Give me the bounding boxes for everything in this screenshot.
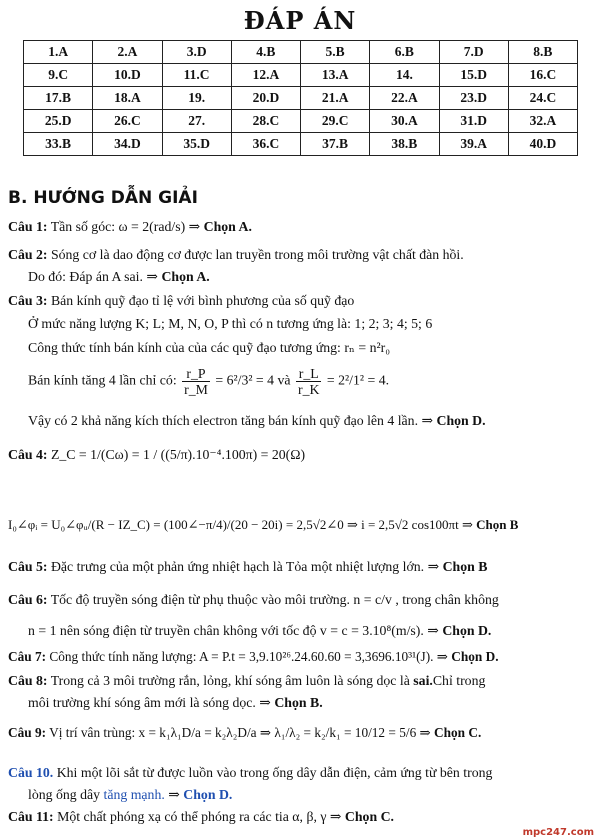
- q9: [8, 724, 594, 742]
- answer-cell: 23.D: [439, 87, 508, 110]
- q10-text: Khi một lõi sắt từ được luồn vào trong ống dây dẫn điện, cảm ứng từ bên trong: [56, 765, 493, 780]
- q6-label: Câu 6:: [8, 592, 48, 607]
- q9-text: Vị trí vân trùng: x = k₁λ₁D/a = k₂λ₂D/a ⇒ λ₁/λ₂ = k₂/k₁ = 10/12 = 5/6 ⇒: [49, 725, 431, 740]
- answer-cell: 10.D: [93, 64, 162, 87]
- q3-f2b: = 2²/1² = 4.: [326, 372, 390, 388]
- q8-text-b: Chỉ trong: [432, 673, 486, 688]
- q11: [8, 808, 594, 826]
- answer-row: [24, 41, 578, 64]
- q8-text: Trong cả 3 môi trường rắn, lỏng, khí sóng âm luôn là sóng dọc là: [50, 673, 410, 688]
- q7-label: Câu 7:: [8, 649, 47, 664]
- answer-cell: 34.D: [93, 133, 162, 156]
- q1-choice: Chọn A.: [203, 219, 252, 234]
- q10: [8, 764, 594, 782]
- answer-cell: 11.C: [162, 64, 231, 87]
- q6-line2: [28, 622, 600, 640]
- answer-cell: 4.B: [231, 41, 300, 64]
- q2-text: Sóng cơ là dao động cơ được lan truyền trong môi trường vật chất đàn hồi.: [50, 247, 464, 262]
- answer-cell: 27.: [162, 110, 231, 133]
- answer-table: [23, 40, 578, 156]
- q10-choice: Chọn D.: [183, 787, 233, 802]
- q2-label: Câu 2:: [8, 247, 48, 262]
- answer-cell: 22.A: [370, 87, 439, 110]
- q4: [8, 446, 594, 464]
- page-title: ĐÁP ÁN: [243, 6, 357, 35]
- q3-f2-den: r_K: [297, 382, 320, 397]
- answer-cell: 35.D: [162, 133, 231, 156]
- answer-cell: 20.D: [231, 87, 300, 110]
- answer-cell: 31.D: [439, 110, 508, 133]
- q3-line3: Công thức tính bán kính của của các quỹ đạo tương ứng: rₙ = n²r₀: [28, 340, 391, 355]
- answer-cell: 40.D: [508, 133, 577, 156]
- answer-cell: 14.: [370, 64, 439, 87]
- answer-cell: 5.B: [301, 41, 370, 64]
- answer-cell: 36.C: [231, 133, 300, 156]
- answer-cell: 24.C: [508, 87, 577, 110]
- q3-text: Bán kính quỹ đạo tỉ lệ với bình phương của số quỹ đạo: [50, 293, 355, 308]
- answer-cell: 37.B: [301, 133, 370, 156]
- q5-choice: Chọn B: [442, 559, 488, 574]
- q3-line5: [28, 412, 600, 430]
- q7: [8, 648, 594, 666]
- answer-row: [24, 133, 578, 156]
- answer-cell: 33.B: [24, 133, 93, 156]
- watermark: mpc247.com: [522, 827, 594, 838]
- q11-label: Câu 11:: [8, 809, 54, 824]
- answer-cell: 2.A: [93, 41, 162, 64]
- q3-label: Câu 3:: [8, 293, 48, 308]
- q3-fraction-l-k: [296, 366, 321, 397]
- q6: [8, 591, 594, 609]
- answer-cell: 3.D: [162, 41, 231, 64]
- q5-text: Đặc trưng của một phản ứng nhiệt hạch là Tỏa một nhiệt lượng lớn. ⇒: [50, 559, 440, 574]
- answer-cell: 6.B: [370, 41, 439, 64]
- q9-choice: Chọn C.: [434, 725, 482, 740]
- q8-choice: Chọn B.: [274, 695, 323, 710]
- q3-choice: Chọn D.: [436, 413, 486, 428]
- answer-cell: 19.: [162, 87, 231, 110]
- q8-label: Câu 8:: [8, 673, 48, 688]
- q3-f1b: = 6²/3² = 4 và: [215, 372, 291, 388]
- q7-text: Công thức tính năng lượng: A = P.t = 3,9.10²⁶.24.60.60 = 3,3696.10³¹(J). ⇒: [49, 649, 448, 664]
- q9-label: Câu 9:: [8, 725, 47, 740]
- answer-cell: 16.C: [508, 64, 577, 87]
- q10-text2c: ⇒: [168, 787, 180, 802]
- q3-text4a: Bán kính tăng 4 lần chỉ có:: [28, 372, 177, 388]
- q4-i: I₀∠φᵢ = U₀∠φᵤ/(R − IZ_C) = (100∠−π/4)/(20 − 20i) = 2,5√2∠0 ⇒ i = 2,5√2 cos100πt ⇒: [8, 517, 473, 532]
- answer-cell: 29.C: [301, 110, 370, 133]
- q10-text2a: lòng ống dây: [28, 787, 101, 802]
- q10-text2b: tăng mạnh.: [103, 787, 165, 802]
- q11-text: Một chất phóng xạ có thể phóng ra các tia α, β, γ ⇒: [57, 809, 342, 824]
- q3-f1-den: r_M: [184, 382, 208, 397]
- answer-cell: 26.C: [93, 110, 162, 133]
- q3-text5: Vậy có 2 khả năng kích thích electron tăng bán kính quỹ đạo lên 4 lần. ⇒: [28, 413, 434, 428]
- q7-choice: Chọn D.: [451, 649, 499, 664]
- q3-line2: Ở mức năng lượng K; L; M, N, O, P thì có n tương ứng là: 1; 2; 3; 4; 5; 6: [28, 316, 433, 331]
- q1-text: Tần số góc: ω = 2(rad/s) ⇒: [50, 219, 201, 234]
- answer-cell: 32.A: [508, 110, 577, 133]
- q8-text2: môi trường khí sóng âm mới là sóng dọc. ⇒: [28, 695, 271, 710]
- answer-cell: 7.D: [439, 41, 508, 64]
- answer-cell: 15.D: [439, 64, 508, 87]
- q3-f1-num: r_P: [182, 366, 210, 382]
- q3-line4: [28, 366, 600, 397]
- answer-cell: 13.A: [301, 64, 370, 87]
- answer-cell: 39.A: [439, 133, 508, 156]
- answer-cell: 21.A: [301, 87, 370, 110]
- answer-cell: 38.B: [370, 133, 439, 156]
- q4-zc: Z_C = 1/(Cω) = 1 / ((5/π).10⁻⁴.100π) = 20(Ω): [50, 447, 306, 462]
- q5: [8, 558, 594, 576]
- q6-text2: n = 1 nên sóng điện từ truyền chân không với tốc độ v = c = 3.10⁸(m/s). ⇒: [28, 623, 439, 638]
- answer-row: [24, 64, 578, 87]
- q4-line2: [8, 516, 594, 534]
- q2-line2: [28, 268, 600, 286]
- q8-line2: [28, 694, 600, 712]
- q8: [8, 672, 594, 690]
- answer-cell: 9.C: [24, 64, 93, 87]
- q2-text2: Do đó: Đáp án A sai. ⇒: [28, 269, 158, 284]
- q3-f2-num: r_L: [296, 366, 321, 382]
- q1-label: Câu 1:: [8, 219, 48, 234]
- answer-cell: 8.B: [508, 41, 577, 64]
- q6-choice: Chọn D.: [442, 623, 492, 638]
- q1: [8, 218, 594, 236]
- answer-cell: 12.A: [231, 64, 300, 87]
- q6-text: Tốc độ truyền sóng điện từ phụ thuộc vào môi trường. n = c/v , trong chân không: [50, 592, 499, 607]
- answer-cell: 30.A: [370, 110, 439, 133]
- q10-label: Câu 10.: [8, 765, 54, 780]
- answer-cell: 17.B: [24, 87, 93, 110]
- q8-sai: sai.: [413, 673, 433, 688]
- q2-choice: Chọn A.: [161, 269, 210, 284]
- answer-cell: 28.C: [231, 110, 300, 133]
- answer-row: [24, 110, 578, 133]
- q2: [8, 246, 594, 264]
- answer-cell: 1.A: [24, 41, 93, 64]
- q4-label: Câu 4:: [8, 447, 48, 462]
- q4-choice: Chọn B: [476, 517, 519, 532]
- section-title: B. HƯỚNG DẪN GIẢI: [8, 188, 198, 208]
- answer-cell: 18.A: [93, 87, 162, 110]
- q10-line2: [28, 786, 600, 804]
- answer-row: [24, 87, 578, 110]
- q3-fraction-p-m: [182, 366, 210, 397]
- q5-label: Câu 5:: [8, 559, 48, 574]
- answer-cell: 25.D: [24, 110, 93, 133]
- q3: [8, 292, 594, 310]
- q11-choice: Chọn C.: [344, 809, 394, 824]
